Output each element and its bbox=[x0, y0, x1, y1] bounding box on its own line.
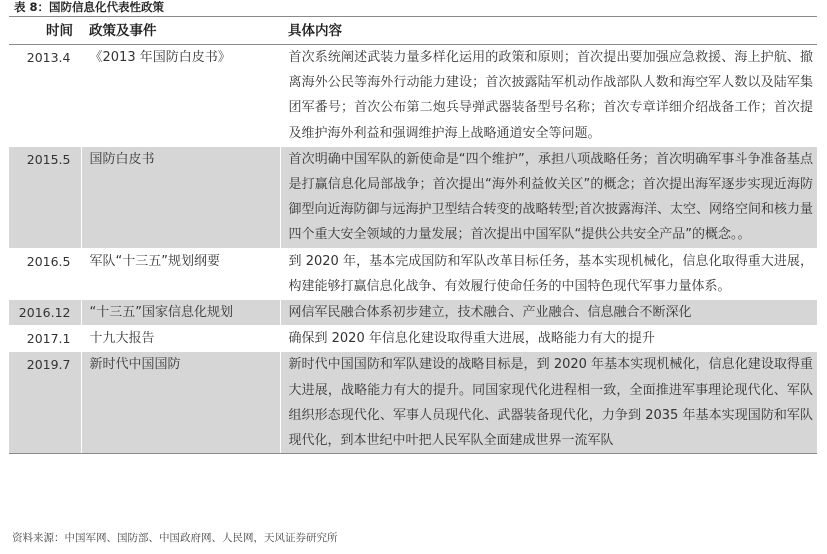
row-time: 2013.4 bbox=[9, 45, 81, 147]
table-header-row bbox=[9, 19, 817, 45]
table-row bbox=[9, 300, 817, 326]
header-policy: 政策及事件 bbox=[81, 19, 280, 45]
row-policy: 《2013 年国防白皮书》 bbox=[81, 45, 280, 147]
table-caption: 表 8：国防信息化代表性政策 bbox=[14, 0, 165, 14]
row-policy: 十九大报告 bbox=[81, 326, 280, 352]
table-row bbox=[9, 248, 817, 299]
row-time: 2016.12 bbox=[9, 300, 81, 326]
row-policy: “十三五”国家信息化规划 bbox=[81, 300, 280, 326]
row-content: 新时代中国国防和军队建设的战略目标是，到 2020 年基本实现机械化，信息化建设取得重大进展，战略能力有大的提升。同国家现代化进程相一致，全面推进军事理论现代化、军队组织形态现代化、军事人员现代化、武器装备现代化，力争到 2035 年基本实现国防和军队现代化，到本世纪中叶把人民军队全面建成世界一流军队 bbox=[280, 352, 817, 454]
row-time: 2019.7 bbox=[9, 352, 81, 454]
row-policy: 军队“十三五”规划纲要 bbox=[81, 248, 280, 299]
row-content: 到 2020 年，基本完成国防和军队改革目标任务，基本实现机械化，信息化取得重大进展，构建能够打赢信息化战争、有效履行使命任务的中国特色现代军事力量体系。 bbox=[280, 248, 817, 299]
header-time: 时间 bbox=[9, 19, 81, 45]
row-time: 2015.5 bbox=[9, 146, 81, 248]
table-row bbox=[9, 352, 817, 454]
row-policy: 新时代中国国防 bbox=[81, 352, 280, 454]
caption-divider bbox=[9, 16, 817, 17]
table-row bbox=[9, 45, 817, 147]
table-row bbox=[9, 326, 817, 352]
source-note: 资料来源：中国军网、国防部、中国政府网、人民网，天风证券研究所 bbox=[12, 532, 338, 544]
row-content: 首次系统阐述武装力量多样化运用的政策和原则；首次提出要加强应急救援、海上护航、撤离海外公民等海外行动能力建设；首次披露陆军机动作战部队人数和海空军人数以及陆军集团军番号；首次公布第二炮兵导弹武器装备型号名称；首次专章详细介绍战备工作；首次提及维护海外利益和强调维护海上战略通道安全等问题。 bbox=[280, 45, 817, 147]
table-row bbox=[9, 146, 817, 248]
row-content: 确保到 2020 年信息化建设取得重大进展，战略能力有大的提升 bbox=[280, 326, 817, 352]
row-content: 网信军民融合体系初步建立，技术融合、产业融合、信息融合不断深化 bbox=[280, 300, 817, 326]
row-policy: 国防白皮书 bbox=[81, 146, 280, 248]
row-time: 2017.1 bbox=[9, 326, 81, 352]
policy-table bbox=[9, 19, 817, 454]
row-content: 首次明确中国军队的新使命是“四个维护”，承担八项战略任务；首次明确军事斗争准备基点是打赢信息化局部战争；首次提出“海外利益攸关区”的概念；首次提出海军逐步实现近海防御型向近海防御与远海护卫型结合转变的战略转型;首次披露海洋、太空、网络空间和核力量四个重大安全领域的力量发展；首次提出中国军队“提供公共安全产品”的概念。。 bbox=[280, 146, 817, 248]
header-content: 具体内容 bbox=[280, 19, 817, 45]
row-time: 2016.5 bbox=[9, 248, 81, 299]
